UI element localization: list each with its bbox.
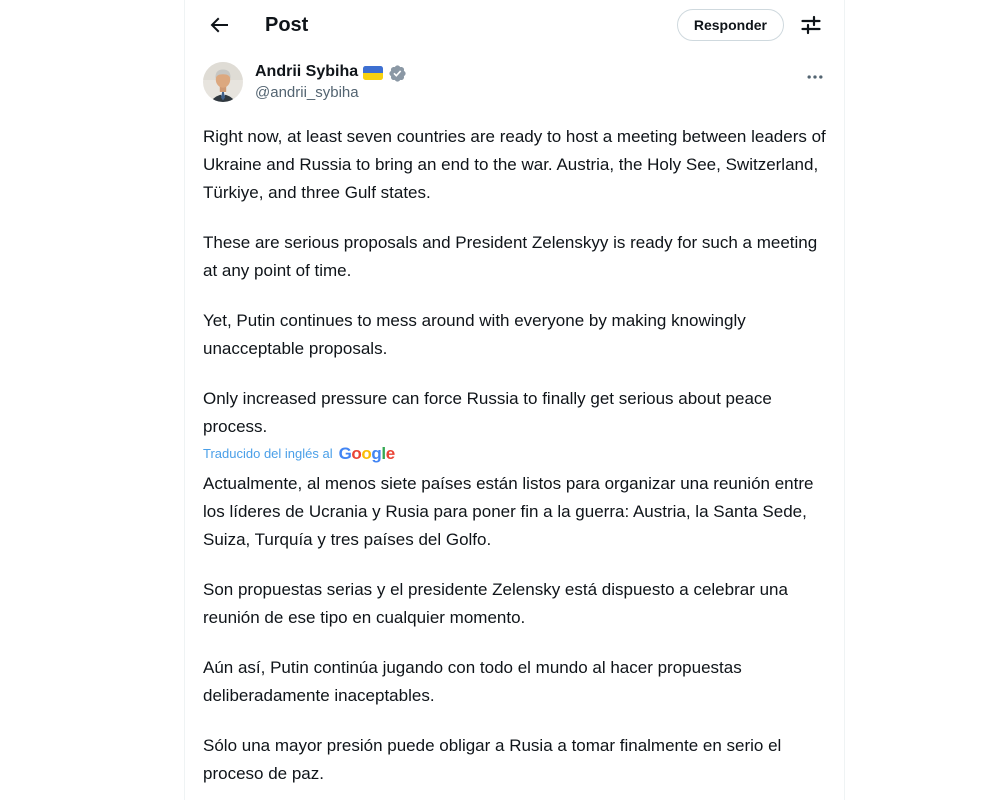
post-paragraph-en-4: Only increased pressure can force Russia to finally get serious about peace process. [203, 389, 772, 436]
author-row [203, 62, 826, 103]
more-ellipsis-icon [805, 67, 825, 87]
post-paragraph-en-2: These are serious proposals and President Zelenskyy is ready for such a meeting at any point of time. [203, 233, 818, 280]
post-paragraph-es-1: Actualmente, al menos siete países están listos para organizar una reunión entre los líderes de Ucrania y Rusia para poner fin a la guerra: Austria, la Santa Sede, Suiza, Turquía y tres países del Golfo. [203, 474, 814, 549]
avatar-portrait [203, 62, 243, 102]
post-body [203, 123, 826, 788]
post-header [203, 0, 826, 50]
sliders-icon [799, 13, 823, 37]
post-paragraph-es-2: Son propuestas serias y el presidente Zelensky está dispuesto a celebrar una reunión de ese tipo en cualquier momento. [203, 580, 788, 627]
author-name[interactable]: Andrii Sybiha [255, 63, 359, 80]
author-name-line [255, 62, 804, 82]
google-logo: Google [338, 444, 395, 463]
translation-label: Traducido del inglés al [203, 446, 333, 461]
post-column [184, 0, 845, 800]
ukraine-flag-icon [363, 66, 383, 80]
author-handle[interactable]: @andrii_sybiha [255, 84, 359, 101]
post-paragraph-es-4: Sólo una mayor presión puede obligar a Rusia a tomar finalmente en serio el proceso de paz. [203, 736, 782, 783]
reply-button[interactable]: Responder [677, 9, 784, 41]
author-meta [255, 62, 804, 103]
more-options-button[interactable] [804, 66, 826, 88]
timeline-settings-button[interactable] [798, 12, 824, 38]
translation-attribution-link[interactable] [203, 445, 826, 462]
verified-badge-icon [388, 64, 407, 83]
post-paragraph-en-3: Yet, Putin continues to mess around with everyone by making knowingly unacceptable proposals. [203, 311, 746, 358]
back-arrow-icon [207, 13, 231, 37]
post-paragraph-es-3: Aún así, Putin continúa jugando con todo el mundo al hacer propuestas deliberadamente inaceptables. [203, 658, 742, 705]
post-paragraph-en-1: Right now, at least seven countries are ready to host a meeting between leaders of Ukraine and Russia to bring an end to the war. Austria, the Holy See, Switzerland, Türkiye, and three Gulf states. [203, 127, 826, 202]
page-title: Post [265, 14, 309, 36]
avatar[interactable] [203, 62, 243, 102]
back-button[interactable] [207, 13, 231, 37]
